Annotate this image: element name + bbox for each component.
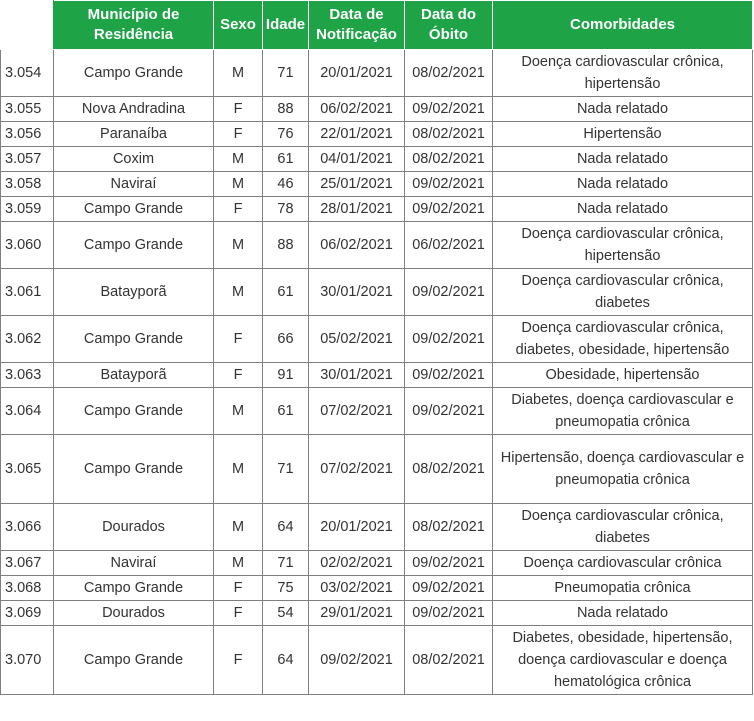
cell-num: 3.067 [1,551,54,576]
cell-comorbidades: Hipertensão [493,122,753,147]
cell-sexo: F [214,197,263,222]
cell-num: 3.069 [1,601,54,626]
cell-comorbidades: Doença cardiovascular crônica, hipertensão [493,222,753,269]
cell-notificacao: 07/02/2021 [309,388,405,435]
cell-comorbidades: Doença cardiovascular crônica, diabetes [493,269,753,316]
cell-municipio: Coxim [54,147,214,172]
table-row [1,316,753,363]
cell-sexo: F [214,316,263,363]
header-sexo: Sexo [214,1,263,50]
cell-num: 3.055 [1,97,54,122]
cell-idade: 88 [263,222,309,269]
cell-obito: 09/02/2021 [405,363,493,388]
table-row [1,601,753,626]
cell-idade: 66 [263,316,309,363]
cell-obito: 09/02/2021 [405,316,493,363]
cell-idade: 78 [263,197,309,222]
header-data-notificacao: Data de Notificação [309,1,405,50]
cell-sexo: F [214,576,263,601]
cell-idade: 76 [263,122,309,147]
table-row [1,97,753,122]
table-row [1,576,753,601]
cell-comorbidades: Nada relatado [493,197,753,222]
cell-comorbidades: Nada relatado [493,97,753,122]
cell-num: 3.056 [1,122,54,147]
cell-obito: 09/02/2021 [405,97,493,122]
cell-num: 3.062 [1,316,54,363]
cell-sexo: M [214,435,263,504]
cell-municipio: Naviraí [54,551,214,576]
cell-idade: 75 [263,576,309,601]
cell-sexo: F [214,626,263,695]
cell-municipio: Campo Grande [54,197,214,222]
cell-idade: 64 [263,626,309,695]
cell-idade: 71 [263,50,309,97]
cell-idade: 91 [263,363,309,388]
cell-municipio: Campo Grande [54,50,214,97]
cell-comorbidades: Obesidade, hipertensão [493,363,753,388]
cell-num: 3.059 [1,197,54,222]
cell-idade: 61 [263,269,309,316]
cell-sexo: F [214,363,263,388]
cell-municipio: Nova Andradina [54,97,214,122]
cell-comorbidades: Diabetes, obesidade, hipertensão, doença cardiovascular e doença hematológica crônica [493,626,753,695]
header-data-obito: Data do Óbito [405,1,493,50]
cell-municipio: Batayporã [54,269,214,316]
cell-notificacao: 09/02/2021 [309,626,405,695]
cell-notificacao: 29/01/2021 [309,601,405,626]
cell-sexo: F [214,122,263,147]
cell-idade: 88 [263,97,309,122]
cell-obito: 06/02/2021 [405,222,493,269]
header-blank [1,1,54,50]
header-row [1,1,753,50]
table-row [1,50,753,97]
cell-comorbidades: Doença cardiovascular crônica [493,551,753,576]
cell-num: 3.065 [1,435,54,504]
table-body [1,50,753,695]
cell-idade: 71 [263,435,309,504]
table-row [1,551,753,576]
table-row [1,122,753,147]
cell-sexo: M [214,269,263,316]
cell-municipio: Campo Grande [54,316,214,363]
header-comorbidades: Comorbidades [493,1,753,50]
table-row [1,363,753,388]
cell-municipio: Campo Grande [54,435,214,504]
cell-idade: 61 [263,388,309,435]
cell-notificacao: 02/02/2021 [309,551,405,576]
cell-num: 3.070 [1,626,54,695]
cell-num: 3.060 [1,222,54,269]
cell-obito: 08/02/2021 [405,50,493,97]
cell-comorbidades: Doença cardiovascular crônica, hipertensão [493,50,753,97]
cell-obito: 09/02/2021 [405,197,493,222]
cell-obito: 09/02/2021 [405,551,493,576]
table-row [1,222,753,269]
cell-obito: 09/02/2021 [405,269,493,316]
cell-num: 3.063 [1,363,54,388]
cell-notificacao: 28/01/2021 [309,197,405,222]
cell-municipio: Campo Grande [54,388,214,435]
cell-obito: 09/02/2021 [405,601,493,626]
cell-sexo: M [214,172,263,197]
cell-comorbidades: Pneumopatia crônica [493,576,753,601]
cell-sexo: M [214,551,263,576]
cell-comorbidades: Hipertensão, doença cardiovascular e pneumopatia crônica [493,435,753,504]
cell-comorbidades: Doença cardiovascular crônica, diabetes, obesidade, hipertensão [493,316,753,363]
cell-num: 3.057 [1,147,54,172]
cell-notificacao: 20/01/2021 [309,50,405,97]
table-row [1,504,753,551]
cell-comorbidades: Diabetes, doença cardiovascular e pneumopatia crônica [493,388,753,435]
cell-sexo: F [214,601,263,626]
cell-obito: 09/02/2021 [405,576,493,601]
cell-num: 3.058 [1,172,54,197]
cell-obito: 08/02/2021 [405,435,493,504]
cell-obito: 08/02/2021 [405,147,493,172]
table-row [1,269,753,316]
cell-obito: 08/02/2021 [405,122,493,147]
table-row [1,435,753,504]
cell-notificacao: 03/02/2021 [309,576,405,601]
cell-idade: 54 [263,601,309,626]
cell-idade: 64 [263,504,309,551]
cell-obito: 09/02/2021 [405,172,493,197]
cell-notificacao: 04/01/2021 [309,147,405,172]
header-municipio: Município de Residência [54,1,214,50]
cell-num: 3.061 [1,269,54,316]
cell-comorbidades: Nada relatado [493,601,753,626]
cell-num: 3.064 [1,388,54,435]
cell-comorbidades: Doença cardiovascular crônica, diabetes [493,504,753,551]
cell-municipio: Batayporã [54,363,214,388]
cell-municipio: Naviraí [54,172,214,197]
cell-notificacao: 05/02/2021 [309,316,405,363]
cell-idade: 71 [263,551,309,576]
cell-notificacao: 06/02/2021 [309,97,405,122]
table-row [1,197,753,222]
cell-notificacao: 30/01/2021 [309,269,405,316]
cell-num: 3.066 [1,504,54,551]
cell-municipio: Campo Grande [54,222,214,269]
cell-idade: 46 [263,172,309,197]
cell-municipio: Paranaíba [54,122,214,147]
cell-notificacao: 30/01/2021 [309,363,405,388]
table-row [1,626,753,695]
cell-municipio: Campo Grande [54,626,214,695]
cell-comorbidades: Nada relatado [493,147,753,172]
header-idade: Idade [263,1,309,50]
cell-idade: 61 [263,147,309,172]
cell-sexo: M [214,222,263,269]
cell-obito: 09/02/2021 [405,388,493,435]
cell-sexo: M [214,388,263,435]
table-row [1,172,753,197]
cell-notificacao: 06/02/2021 [309,222,405,269]
cell-sexo: M [214,50,263,97]
table-row [1,147,753,172]
table-row [1,388,753,435]
cell-notificacao: 25/01/2021 [309,172,405,197]
cell-municipio: Dourados [54,601,214,626]
cell-notificacao: 20/01/2021 [309,504,405,551]
cell-municipio: Dourados [54,504,214,551]
cell-num: 3.054 [1,50,54,97]
cell-sexo: F [214,97,263,122]
cell-notificacao: 22/01/2021 [309,122,405,147]
cell-sexo: M [214,147,263,172]
cell-sexo: M [214,504,263,551]
cell-comorbidades: Nada relatado [493,172,753,197]
cell-notificacao: 07/02/2021 [309,435,405,504]
cell-obito: 08/02/2021 [405,504,493,551]
cell-num: 3.068 [1,576,54,601]
cell-obito: 08/02/2021 [405,626,493,695]
cell-municipio: Campo Grande [54,576,214,601]
